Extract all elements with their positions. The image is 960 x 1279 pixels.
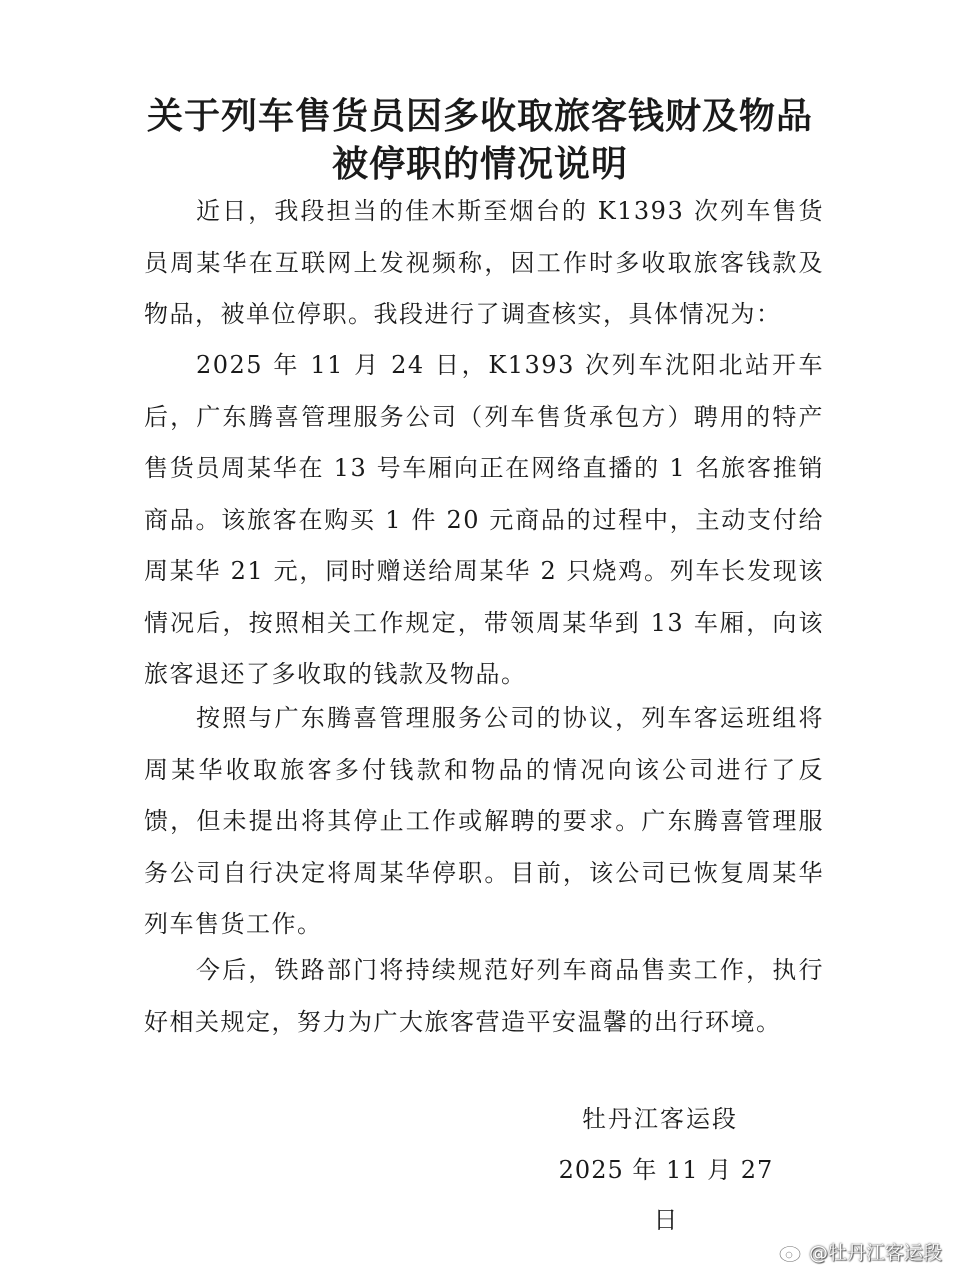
signature-date: 2025 年 11 月 27 日 (558, 1156, 774, 1234)
document-title-line-2: 被停职的情况说明 (331, 143, 628, 185)
watermark-text: @牡丹江客运段 (808, 1242, 942, 1264)
body-paragraph-3: 按照与广东腾喜管理服务公司的协议，列车客运班组将周某华收取旅客多付钱款和物品的情况向该公司进行了反馈，但未提出将其停止工作或解聘的要求。广东腾喜管理服务公司自行决定将周某华停职。目前，该公司已恢复周某华列车售货工作。 (144, 704, 824, 938)
body-paragraph-1: 近日，我段担当的佳木斯至烟台的 K1393 次列车售货员周某华在互联网上发视频称，因工作时多收取旅客钱款及物品，被单位停职。我段进行了调查核实，具体情况为： (144, 197, 824, 328)
body-paragraph-2: 2025 年 11 月 24 日，K1393 次列车沈阳北站开车后，广东腾喜管理服务公司（列车售货承包方）聘用的特产售货员周某华在 13 号车厢向正在网络直播的 1 名旅客推销商品。该旅客在购买 1 件 20 元商品的过程中，主动支付给周某华 21 元，同时赠送给周某华 2 只烧鸡。列车长发现该情况后，按照相关工作规定，带领周某华到 13 车厢，向该旅客退还了多收取的钱款及物品。 (144, 351, 824, 688)
body-paragraph-4: 今后，铁路部门将持续规范好列车商品售卖工作，执行好相关规定，努力为广大旅客营造平安温馨的出行环境。 (144, 956, 824, 1036)
signature-organization: 牡丹江客运段 (582, 1105, 738, 1133)
weibo-watermark (779, 1238, 942, 1265)
weibo-icon (779, 1241, 805, 1263)
document-title-line-1: 关于列车售货员因多收取旅客钱财及物品 (146, 95, 813, 137)
